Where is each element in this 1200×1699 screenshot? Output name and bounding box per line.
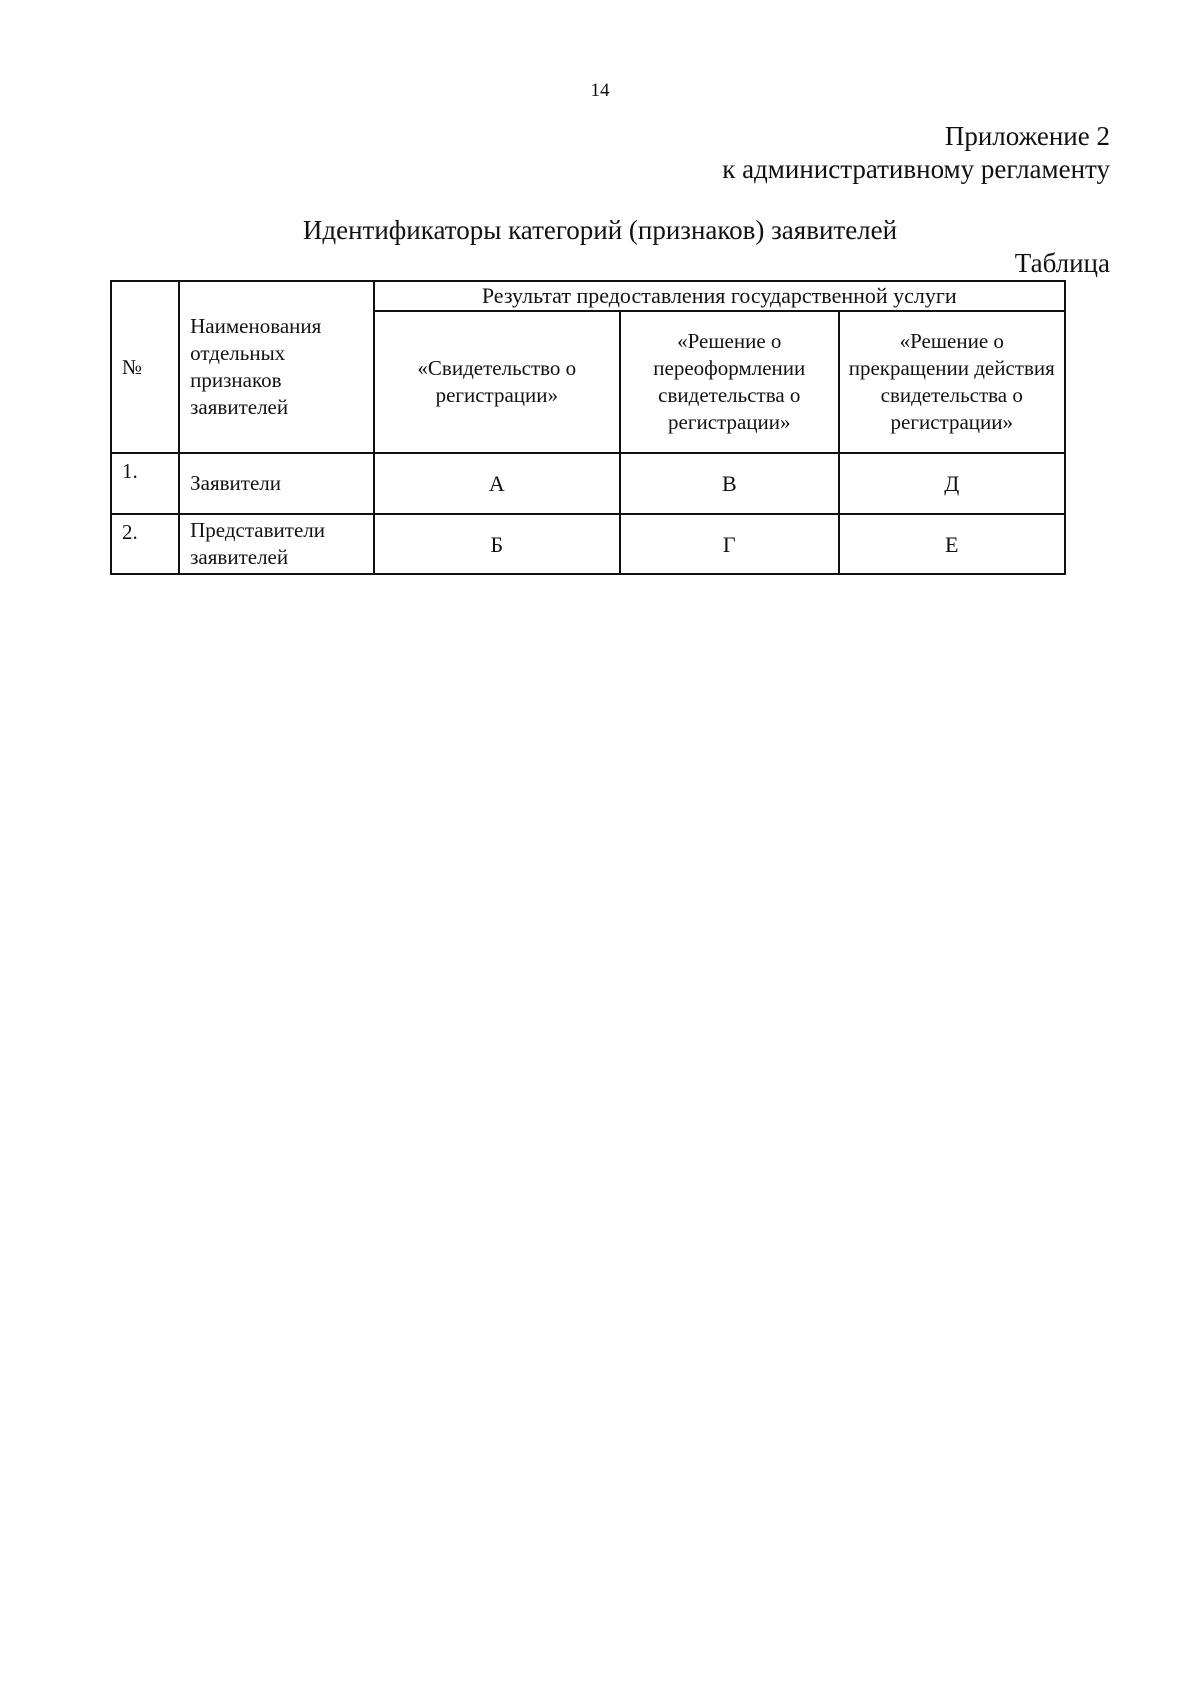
row-number: 1. bbox=[111, 453, 179, 514]
page-number: 14 bbox=[590, 80, 610, 101]
header-number: № bbox=[111, 281, 179, 453]
appendix-line-2: к административному регламенту bbox=[722, 154, 1110, 184]
row-name: Заявители bbox=[179, 453, 373, 514]
row-value: Б bbox=[374, 514, 621, 574]
header-name: Наименования отдельных признаков заявителей bbox=[179, 281, 373, 453]
appendix-note bbox=[722, 120, 1110, 186]
table-label: Таблица bbox=[1014, 248, 1110, 278]
row-number: 2. bbox=[111, 514, 179, 574]
row-value: А bbox=[374, 453, 621, 514]
appendix-line-1: Приложение 2 bbox=[944, 121, 1110, 151]
row-value: Д bbox=[839, 453, 1065, 514]
row-value: Г bbox=[620, 514, 838, 574]
row-name: Представители заявителей bbox=[179, 514, 373, 574]
table-row bbox=[111, 453, 1065, 514]
document-title: Идентификаторы категорий (признаков) заявителей bbox=[302, 215, 898, 245]
header-result-group: Результат предоставления государственной услуги bbox=[374, 281, 1065, 311]
header-result-1: «Свидетельство о регистрации» bbox=[374, 311, 621, 453]
row-value: В bbox=[620, 453, 838, 514]
header-result-3: «Решение о прекращении действия свидетельства о регистрации» bbox=[839, 311, 1065, 453]
table-header-row bbox=[111, 281, 1065, 311]
table-row bbox=[111, 514, 1065, 574]
row-value: Е bbox=[839, 514, 1065, 574]
identifiers-table bbox=[110, 280, 1066, 575]
header-result-2: «Решение о переоформлении свидетельства о регистрации» bbox=[620, 311, 838, 453]
